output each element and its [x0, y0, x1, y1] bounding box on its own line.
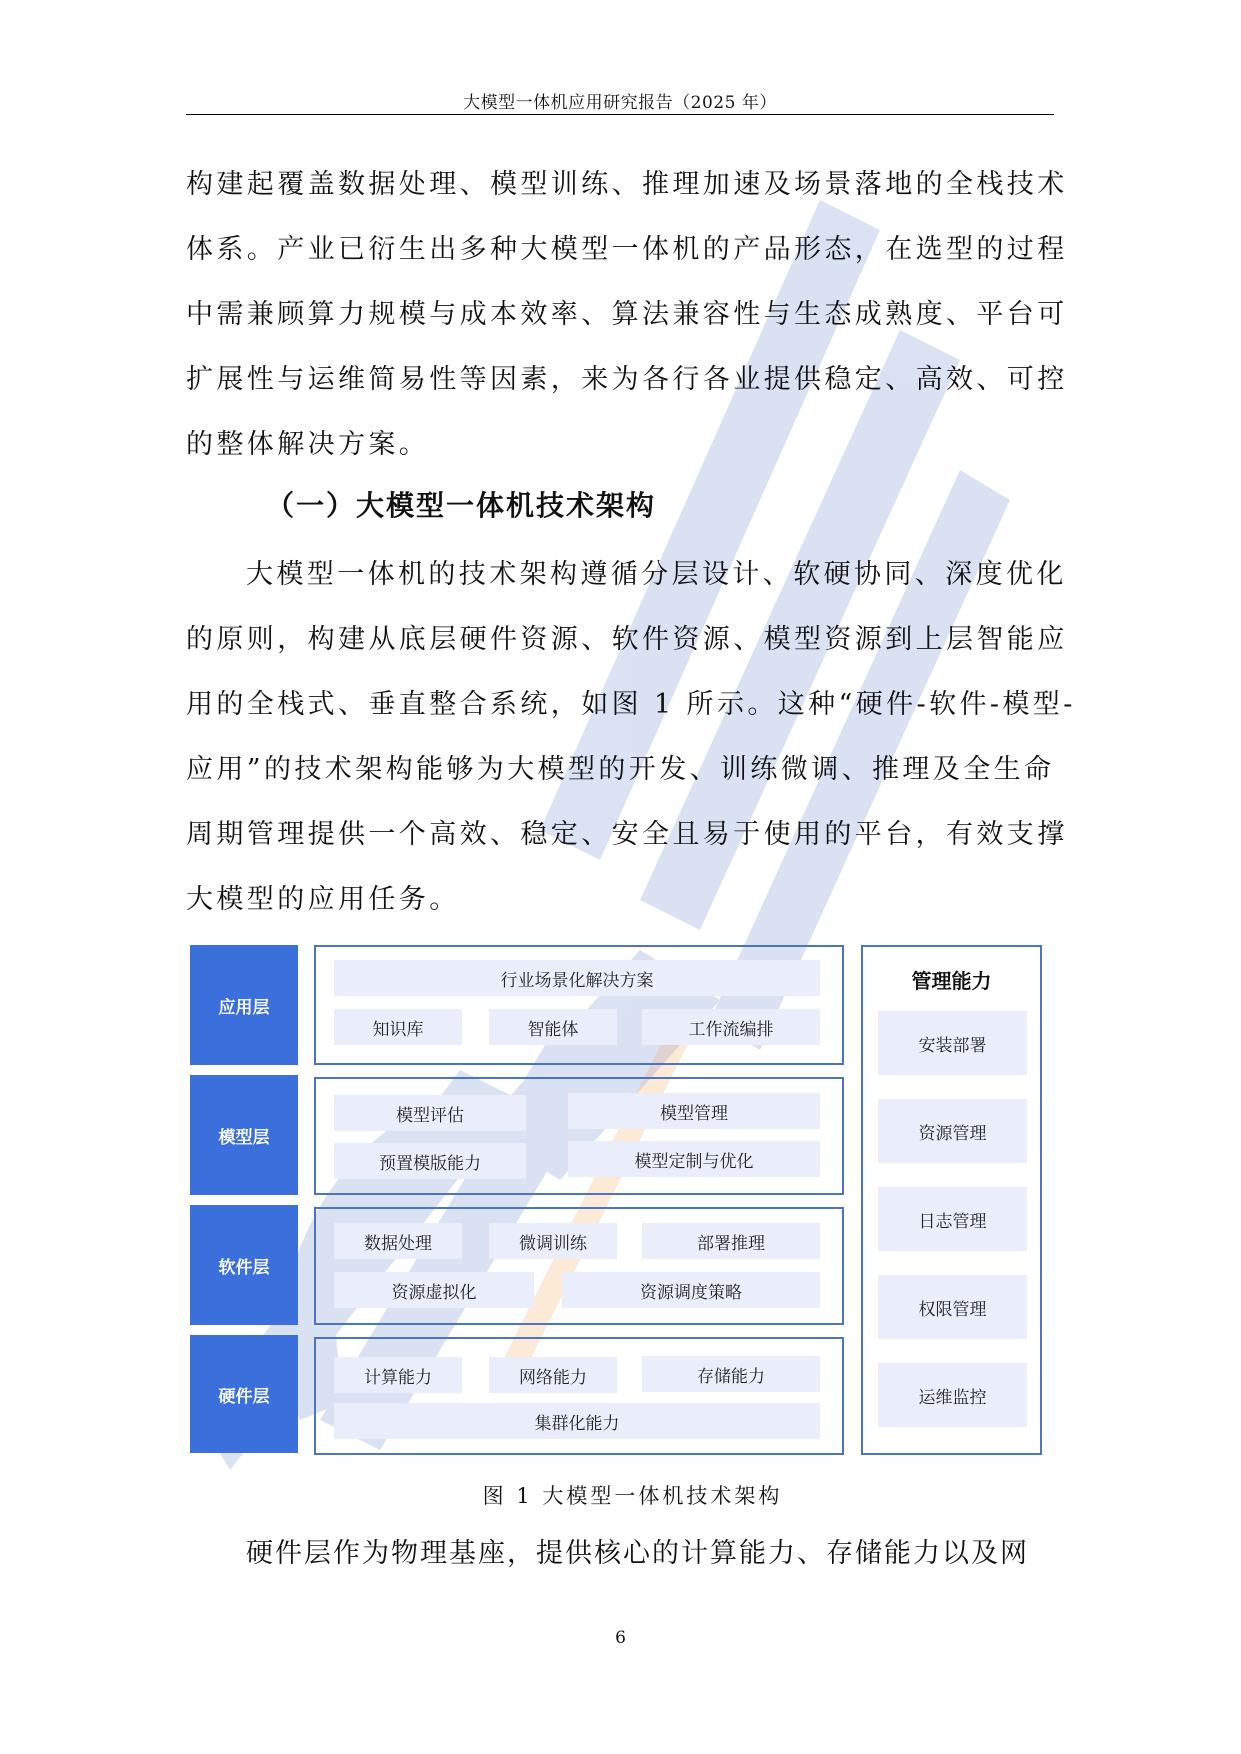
text-line: 的整体解决方案。: [186, 429, 430, 460]
layer-label-model: 模型层: [190, 1075, 298, 1195]
paragraph-1: [186, 152, 1068, 477]
cell-model-customization: 模型定制与优化: [568, 1141, 820, 1177]
paragraph-2: [186, 542, 1076, 932]
cell-fine-tuning: 微调训练: [489, 1223, 617, 1259]
report-title: 大模型一体机应用研究报告（2025 年）: [463, 93, 777, 113]
layer-label-application: 应用层: [190, 945, 298, 1065]
layer-box-software: [314, 1207, 844, 1325]
text-line: 构建起覆盖数据处理、模型训练、推理加速及场景落地的全栈技术: [186, 169, 1068, 200]
text-line: 扩展性与运维简易性等因素，来为各行各业提供稳定、高效、可控: [186, 364, 1068, 395]
cell-preset-templates: 预置模版能力: [334, 1143, 526, 1179]
cell-resource-virtualization: 资源虚拟化: [334, 1272, 534, 1308]
mgmt-item-log: 日志管理: [878, 1187, 1027, 1251]
layer-label-software: 软件层: [190, 1205, 298, 1325]
text-line: 大模型的应用任务。: [186, 884, 460, 915]
figure-caption: 图 1 大模型一体机技术架构: [482, 1484, 783, 1508]
mgmt-item-resource: 资源管理: [878, 1099, 1027, 1163]
page-header: [186, 86, 1054, 115]
layer-box-hardware: [314, 1337, 844, 1455]
management-panel: [861, 945, 1042, 1455]
cell-model-evaluation: 模型评估: [334, 1095, 526, 1131]
mgmt-item-permission: 权限管理: [878, 1275, 1027, 1339]
cell-model-management: 模型管理: [568, 1093, 820, 1129]
text-line: 大模型一体机的技术架构遵循分层设计、软硬协同、深度优化: [246, 559, 1067, 590]
cell-clustering: 集群化能力: [334, 1403, 820, 1439]
cell-agent: 智能体: [489, 1009, 617, 1045]
mgmt-item-monitoring: 运维监控: [878, 1363, 1027, 1427]
layer-box-model: [314, 1077, 844, 1195]
cell-knowledge-base: 知识库: [334, 1009, 462, 1045]
section-heading: （一）大模型一体机技术架构: [266, 489, 657, 522]
text-line: 应用”的技术架构能够为大模型的开发、训练微调、推理及全生命: [186, 754, 1055, 785]
cell-workflow: 工作流编排: [642, 1009, 820, 1045]
page-number: 6: [615, 1628, 626, 1648]
cell-storage: 存储能力: [642, 1356, 820, 1392]
layer-box-application: [314, 945, 844, 1065]
text-line: 的原则，构建从底层硬件资源、软件资源、模型资源到上层智能应: [186, 624, 1068, 655]
cell-compute: 计算能力: [334, 1357, 462, 1393]
architecture-diagram: [190, 945, 1048, 1465]
text-line: 体系。产业已衍生出多种大模型一体机的产品形态，在选型的过程: [186, 234, 1068, 265]
management-title: 管理能力: [911, 969, 992, 993]
layer-label-hardware: 硬件层: [190, 1335, 298, 1453]
text-line: 中需兼顾算力规模与成本效率、算法兼容性与生态成熟度、平台可: [186, 299, 1068, 330]
text-line: 用的全栈式、垂直整合系统，如图 1 所示。这种“硬件-软件-模型-: [186, 689, 1076, 720]
cell-scheduling-strategy: 资源调度策略: [562, 1272, 820, 1308]
paragraph-3: 硬件层作为物理基座，提供核心的计算能力、存储能力以及网: [246, 1538, 1029, 1569]
cell-industry-solutions: 行业场景化解决方案: [334, 960, 820, 996]
text-line: 周期管理提供一个高效、稳定、安全且易于使用的平台，有效支撑: [186, 819, 1068, 850]
cell-network: 网络能力: [489, 1357, 617, 1393]
cell-data-processing: 数据处理: [334, 1223, 462, 1259]
mgmt-item-install: 安装部署: [878, 1011, 1027, 1075]
cell-deployment-inference: 部署推理: [642, 1223, 820, 1259]
